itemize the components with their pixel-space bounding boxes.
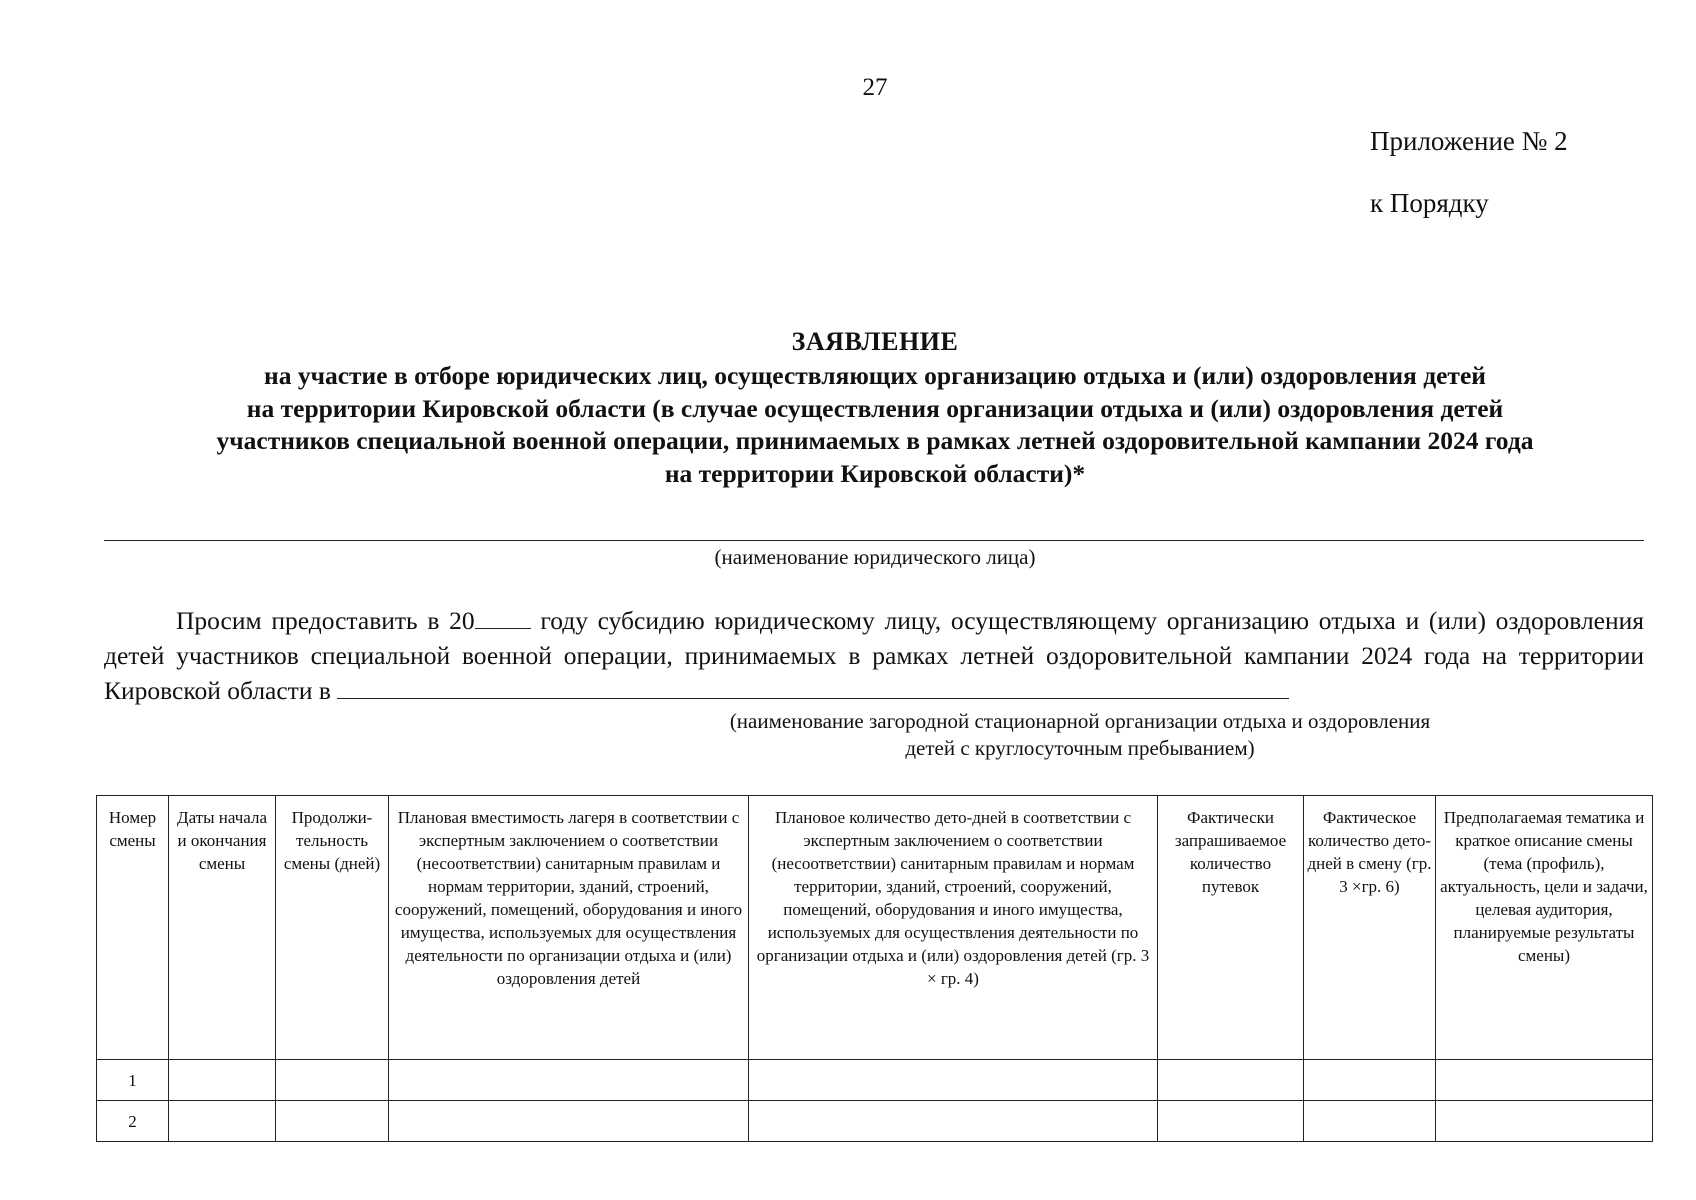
column-header-planned-capacity: Плановая вместимость лагеря в соответствии с экспертным заключением о соответствии (несоответствии) санитарным правилам и нормам территории, зданий, строений, сооружений, помещений, оборудования и иного имущества, используемых для осуществления деятельности по организации отдыха и (или) оздоровления детей: [389, 796, 749, 1060]
subtitle-line: на территории Кировской области (в случае осуществления организации отдыха и (или) оздоровления детей: [246, 393, 1504, 423]
column-header-dates: Даты начала и окончания смены: [169, 796, 276, 1060]
organization-name-caption: (наименование юридического лица): [714, 545, 1036, 569]
table-cell[interactable]: [389, 1101, 749, 1142]
camp-name-caption: [650, 708, 1510, 762]
shifts-table: [96, 795, 1653, 1142]
table-cell[interactable]: [169, 1060, 276, 1101]
column-header-requested-vouchers: Фактически запрашиваемое количество путевок: [1158, 796, 1304, 1060]
table-cell[interactable]: [1436, 1101, 1653, 1142]
camp-caption-line: (наименование загородной стационарной организации отдыха и оздоровления: [729, 709, 1431, 733]
table-cell[interactable]: [1436, 1060, 1653, 1101]
column-header-shift-number: Номер смены: [97, 796, 169, 1060]
appendix-sub-label: к Порядку: [1370, 188, 1489, 218]
table-cell[interactable]: [276, 1101, 389, 1142]
table-cell[interactable]: [389, 1060, 749, 1101]
row-number: 2: [97, 1101, 169, 1142]
page-number: 27: [862, 74, 888, 101]
subtitle-line: участников специальной военной операции, принимаемых в рамках летней оздоровительной кампании 2024 года: [216, 426, 1534, 455]
table-cell[interactable]: [1304, 1101, 1436, 1142]
table-cell[interactable]: [1158, 1060, 1304, 1101]
column-header-planned-child-days: Плановое количество дето-дней в соответствии с экспертным заключением о соответствии (несоответствии) санитарным правилам и нормам территории, зданий, строений, сооружений, помещений, оборудования и иного имущества, используемых для осуществления деятельности по организации отдыха и (или) оздоровления детей (гр. 3 × гр. 4): [749, 796, 1158, 1060]
subtitle-line: на участие в отборе юридических лиц, осуществляющих организацию отдыха и (или) оздоровления детей: [264, 361, 1486, 390]
table-cell[interactable]: [1158, 1101, 1304, 1142]
table-cell[interactable]: [1304, 1060, 1436, 1101]
document-title: ЗАЯВЛЕНИЕ: [791, 327, 959, 356]
request-text-part2: году субсидию юридическому лицу, осуществляющему организацию отдыха и (или) оздоровления детей участников специальной военной операции, принимаемых в рамках летней оздоровительной кампании 2024 года на территории Кировской области в: [104, 606, 1645, 705]
table-row: [97, 1060, 1653, 1101]
table-cell[interactable]: [749, 1101, 1158, 1142]
subtitle-line: на территории Кировской области)*: [664, 458, 1086, 488]
table-cell[interactable]: [276, 1060, 389, 1101]
row-number: 1: [97, 1060, 169, 1101]
appendix-label: Приложение № 2: [1370, 126, 1568, 156]
table-header-row: [97, 796, 1653, 1060]
column-header-shift-theme: Предполагаемая тематика и краткое описание смены (тема (профиль), актуальность, цели и задачи, целевая аудитория, планируемые результаты смены): [1436, 796, 1653, 1060]
camp-name-field[interactable]: [337, 676, 1289, 699]
organization-name-field[interactable]: [104, 540, 1644, 541]
column-header-duration: Продолжи-тельность смены (дней): [276, 796, 389, 1060]
request-text-part1: Просим предоставить в 20: [176, 606, 475, 635]
table-cell[interactable]: [749, 1060, 1158, 1101]
document-subtitle: [120, 360, 1630, 490]
column-header-actual-child-days: Фактическое количество дето-дней в смену (гр. 3 ×гр. 6): [1304, 796, 1436, 1060]
camp-caption-line: детей с круглосуточным пребыванием): [905, 736, 1255, 760]
year-blank-field[interactable]: [475, 606, 531, 629]
table-cell[interactable]: [169, 1101, 276, 1142]
table-row: [97, 1101, 1653, 1142]
request-paragraph: [104, 603, 1644, 708]
